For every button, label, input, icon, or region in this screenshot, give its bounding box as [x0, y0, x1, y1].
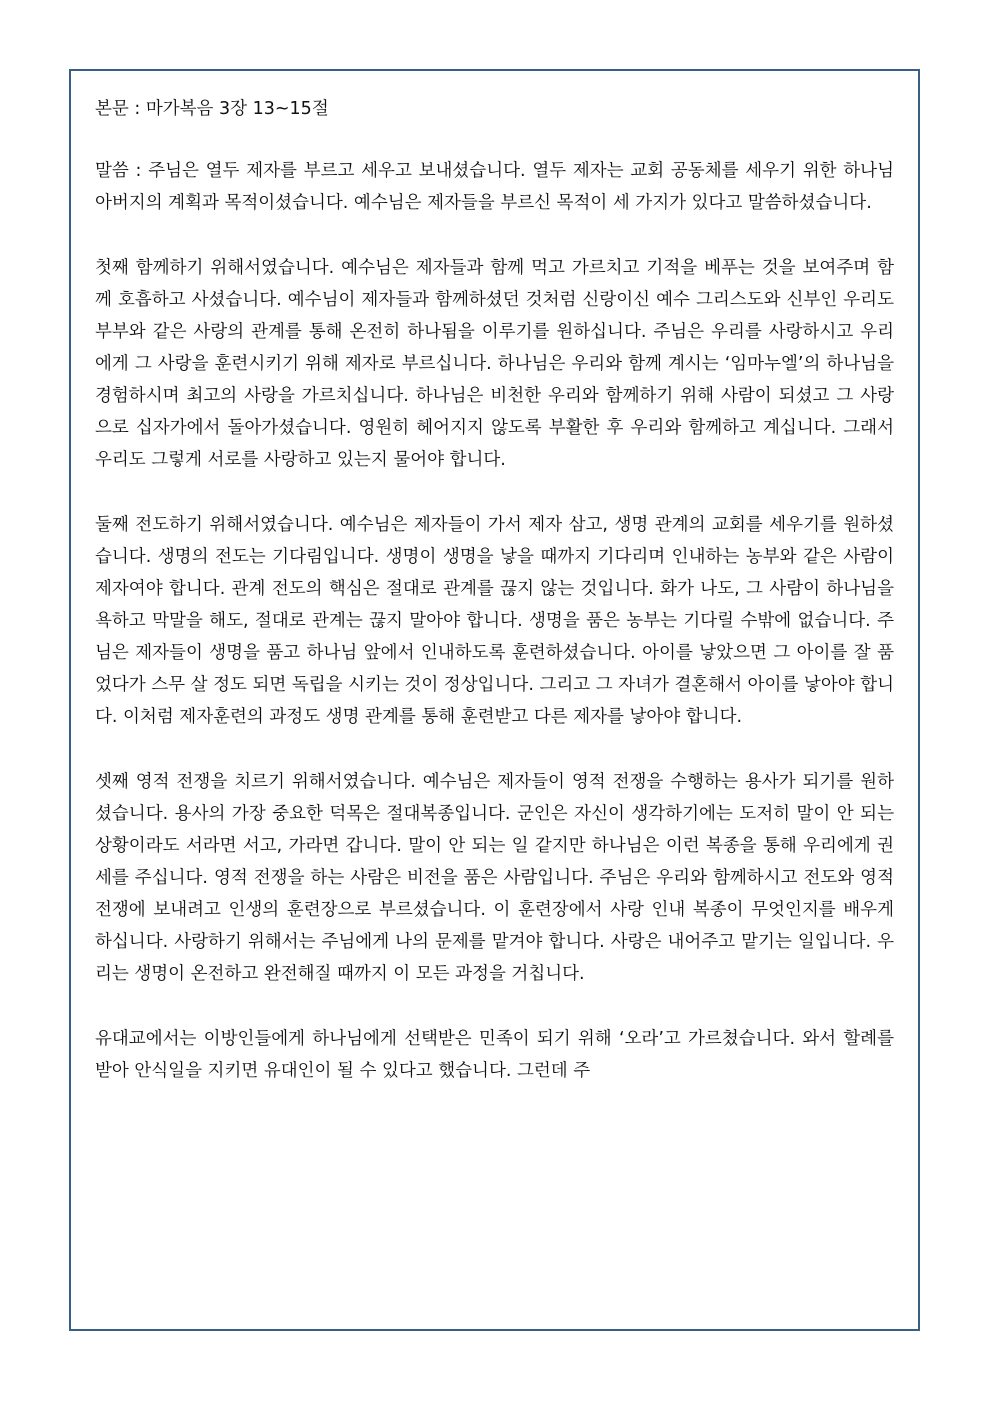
third-purpose-paragraph: 셋째 영적 전쟁을 치르기 위해서였습니다. 예수님은 제자들이 영적 전쟁을 수행하는 용사가 되기를 원하셨습니다. 용사의 가장 중요한 덕목은 절대복종입니다. 군인은 자신이 생각하기에는 도저히 말이 안 되는 상황이라도 서라면 서고, 가라면 갑니다. 말이 안 되는 일 같지만 하나님은 이런 복종을 통해 우리에게 권세를 주십니다. 영적 전쟁을 하는 사람은 비전을 품은 사람입니다. 주님은 우리와 함께하시고 전도와 영적 전쟁에 보내려고 인생의 훈련장으로 부르셨습니다. 이 훈련장에서 사랑 인내 복종이 무엇인지를 배우게 하십니다. 사랑하기 위해서는 주님에게 나의 문제를 맡겨야 합니다. 사랑은 내어주고 맡기는 일입니다. 우리는 생명이 온전하고 완전해질 때까지 이 모든 과정을 거칩니다.: [95, 772, 894, 984]
first-purpose-paragraph: 첫째 함께하기 위해서였습니다. 예수님은 제자들과 함께 먹고 가르치고 기적을 베푸는 것을 보여주며 함께 호흡하고 사셨습니다. 예수님이 제자들과 함께하셨던 것처럼 신랑이신 예수 그리스도와 신부인 우리도 부부와 같은 사랑의 관계를 통해 온전히 하나됨을 이루기를 원하십니다. 주님은 우리를 사랑하시고 우리에게 그 사랑을 훈련시키기 위해 제자로 부르십니다. 하나님은 우리와 함께 계시는 ‘임마누엘’의 하나님을 경험하시며 최고의 사랑을 가르치십니다. 하나님은 비천한 우리와 함께하기 위해 사람이 되셨고 그 사랑으로 십자가에서 돌아가셨습니다. 영원히 헤어지지 않도록 부활한 후 우리와 함께하고 계십니다. 그래서 우리도 그렇게 서로를 사랑하고 있는지 물어야 합니다.: [95, 258, 894, 470]
scripture-reference: 본문 : 마가복음 3장 13~15절: [95, 99, 329, 119]
second-purpose-paragraph: 둘째 전도하기 위해서였습니다. 예수님은 제자들이 가서 제자 삼고, 생명 관계의 교회를 세우기를 원하셨습니다. 생명의 전도는 기다림입니다. 생명이 생명을 낳을 때까지 기다리며 인내하는 농부와 같은 사람이 제자여야 합니다. 관계 전도의 핵심은 절대로 관계를 끊지 않는 것입니다. 화가 나도, 그 사람이 하나님을 욕하고 막말을 해도, 절대로 관계는 끊지 말아야 합니다. 생명을 품은 농부는 기다릴 수밖에 없습니다. 주님은 제자들이 생명을 품고 하나님 앞에서 인내하도록 훈련하셨습니다. 아이를 낳았으면 그 아이를 잘 품었다가 스무 살 정도 되면 독립을 시키는 것이 정상입니다. 그리고 그 자녀가 결혼해서 아이를 낳아야 합니다. 이처럼 제자훈련의 과정도 생명 관계를 통해 훈련받고 다른 제자를 낳아야 합니다.: [95, 515, 895, 727]
page-frame: [69, 69, 920, 1331]
judaism-paragraph: 유대교에서는 이방인들에게 하나님에게 선택받은 민족이 되기 위해 ‘오라’고 가르쳤습니다. 와서 할례를 받아 안식일을 지키면 유대인이 될 수 있다고 했습니다. 그런데 주: [95, 1029, 894, 1081]
sermon-intro-paragraph: 말씀 : 주님은 열두 제자를 부르고 세우고 보내셨습니다. 열두 제자는 교회 공동체를 세우기 위한 하나님 아버지의 계획과 목적이셨습니다. 예수님은 제자들을 부르신 목적이 세 가지가 있다고 말씀하셨습니다.: [95, 161, 894, 213]
